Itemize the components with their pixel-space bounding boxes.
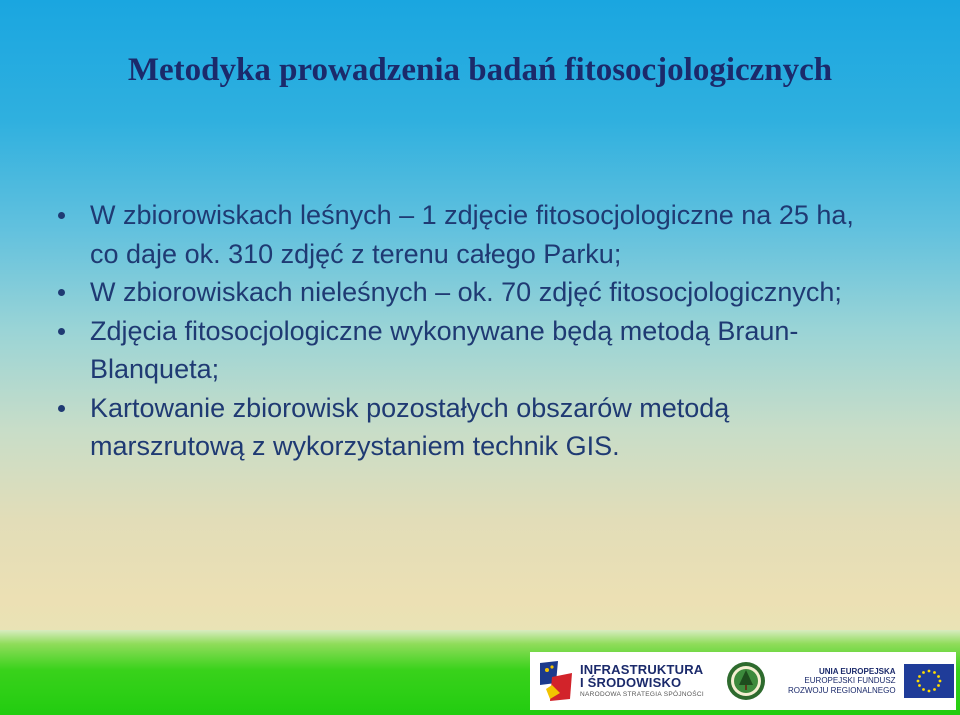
eu-line1: UNIA EUROPEJSKA: [818, 667, 896, 677]
eu-line2: EUROPEJSKI FUNDUSZ: [804, 676, 896, 686]
bullet-item: [58, 389, 888, 466]
infra-subtitle: NARODOWA STRATEGIA SPÓJNOŚCI: [580, 691, 704, 699]
eu-flag-logo-icon: [904, 664, 954, 698]
bullet-text: Kartowanie zbiorowisk pozostałych obszarów metodą marszrutową z wykorzystaniem technik GIS.: [90, 392, 730, 461]
bullet-dot-icon: [58, 328, 65, 335]
bullet-item: [58, 312, 888, 389]
bullet-text: W zbiorowiskach nieleśnych – ok. 70 zdjęć fitosocjologicznych;: [90, 277, 842, 307]
bullet-item: [58, 273, 888, 312]
eu-line3: ROZWOJU REGIONALNEGO: [787, 685, 896, 695]
bullet-list: [58, 196, 888, 466]
bullet-dot-icon: [58, 405, 65, 412]
bullet-text: W zbiorowiskach leśnych – 1 zdjęcie fitosocjologiczne na 25 ha, co daje ok. 310 zdjęć z terenu całego Parku;: [90, 200, 854, 269]
park-emblem-logo-icon: [726, 661, 766, 701]
slide-title: Metodyka prowadzenia badań fitosocjologicznych: [127, 52, 833, 88]
bullet-dot-icon: [58, 212, 65, 219]
infra-line2: I ŚRODOWISKO: [580, 675, 682, 691]
infra-line1: INFRASTRUKTURA: [580, 662, 704, 678]
infrastruktura-flag-logo-icon: [538, 659, 574, 703]
funding-logo-bar: [530, 652, 956, 710]
eu-wordmark: [788, 667, 896, 695]
bullet-item: [58, 196, 888, 273]
bullet-text: Zdjęcia fitosocjologiczne wykonywane będą metodą Braun-Blanqueta;: [90, 315, 799, 384]
bullet-dot-icon: [58, 289, 65, 296]
infrastruktura-wordmark: [580, 663, 704, 699]
